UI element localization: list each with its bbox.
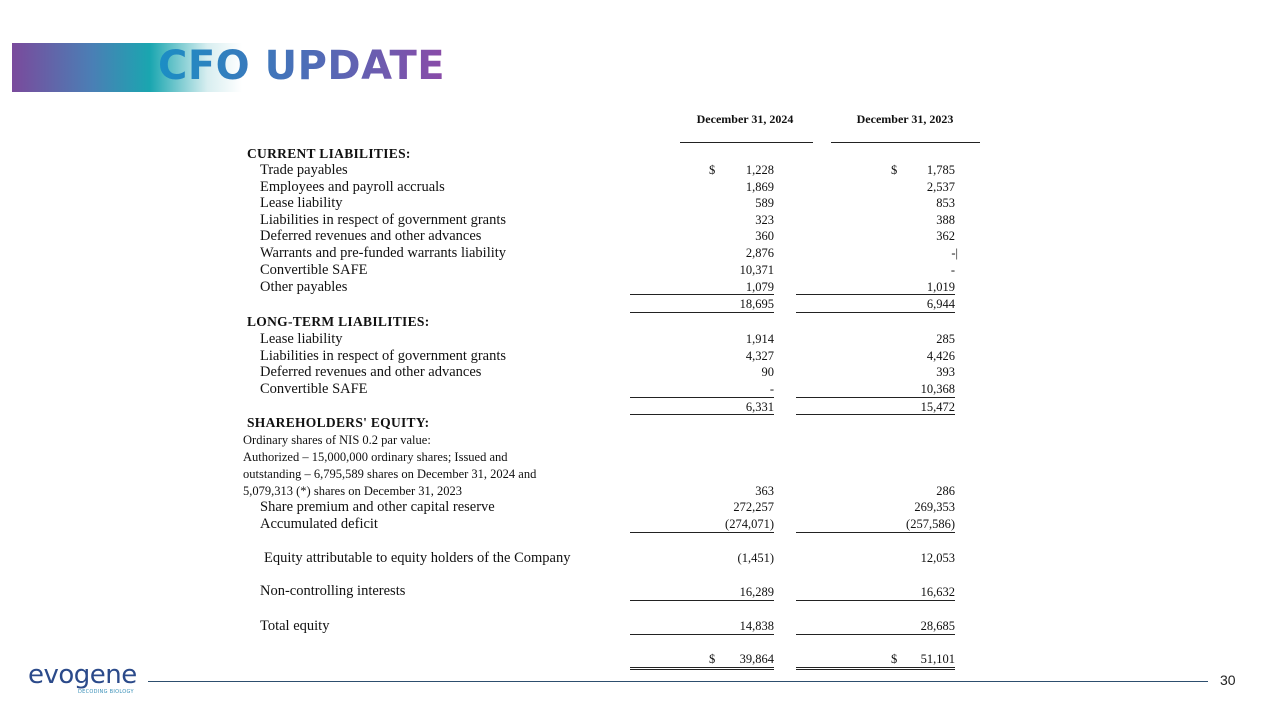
row-label: Liabilities in respect of government grants (260, 348, 507, 364)
row-label: Share premium and other capital reserve (260, 499, 495, 515)
ordinary-shares-text: 5,079,313 (*) shares on December 31, 2023 (243, 484, 463, 498)
row-label: Equity attributable to equity holders of the Company (264, 550, 571, 566)
subtotal-rule (630, 397, 774, 398)
subtotal-rule (630, 294, 774, 295)
value-2023: 388 (936, 213, 955, 227)
subtotal-rule (630, 532, 774, 533)
row-label: Trade payables (260, 162, 348, 178)
row-label: Employees and payroll accruals (260, 179, 445, 195)
subtotal-rule (796, 397, 955, 398)
column-header-rule-2023 (831, 142, 980, 143)
value-2023: 2,537 (926, 180, 955, 194)
value-2024: 1,914 (745, 332, 774, 346)
value-2023: 1,019 (926, 280, 955, 294)
currency-symbol: $ (709, 652, 716, 666)
page-title: CFO UPDATE (158, 40, 445, 92)
double-total-rule (796, 667, 955, 670)
value-2024: 1,869 (745, 180, 774, 194)
value-2023: 4,426 (926, 349, 955, 363)
value-2024: 16,289 (739, 585, 774, 599)
subtotal-rule (630, 600, 774, 601)
row-label: Other payables (260, 279, 348, 295)
section-current-liabilities: CURRENT LIABILITIES: (247, 146, 411, 161)
ordinary-shares-text: Ordinary shares of NIS 0.2 par value: (243, 433, 431, 447)
value-2023: 362 (936, 229, 955, 243)
column-header-2024: December 31, 2024 (696, 112, 794, 126)
value-2023: 10,368 (920, 382, 955, 396)
footer-divider (148, 681, 1208, 682)
value-2023: 28,685 (920, 619, 955, 633)
total-rule (796, 414, 955, 415)
column-header-2023: December 31, 2023 (856, 112, 954, 126)
value-2024: - (769, 382, 774, 396)
total-rule (796, 312, 955, 313)
row-label: Convertible SAFE (260, 381, 368, 397)
value-2024: (1,451) (737, 551, 774, 565)
value-2023: - (950, 263, 955, 277)
row-label: Deferred revenues and other advances (260, 228, 482, 244)
subtotal-rule (630, 634, 774, 635)
row-label: Total equity (260, 618, 330, 634)
evogene-tagline: DECODING BIOLOGY (78, 689, 134, 695)
total-rule (630, 312, 774, 313)
value-2024: 14,838 (739, 619, 774, 633)
value-2024: 10,371 (739, 263, 774, 277)
value-2024: 360 (755, 229, 774, 243)
row-label: Accumulated deficit (260, 516, 378, 532)
row-label: Convertible SAFE (260, 262, 368, 278)
total-lt-2024: 6,331 (745, 400, 774, 414)
grand-total-2024: 39,864 (739, 652, 774, 666)
currency-symbol: $ (891, 163, 898, 177)
value-2023: 16,632 (920, 585, 955, 599)
value-2024: 2,876 (745, 246, 774, 260)
value-2023: 12,053 (920, 551, 955, 565)
value-2023: 269,353 (914, 500, 955, 514)
value-2024: 323 (755, 213, 774, 227)
value-2023: (257,586) (906, 517, 955, 531)
row-label: Non-controlling interests (260, 583, 406, 599)
currency-symbol: $ (709, 163, 716, 177)
row-label: Lease liability (260, 331, 343, 347)
value-2024: 272,257 (733, 500, 774, 514)
value-2023: -| (951, 246, 958, 260)
section-long-term-liabilities: LONG-TERM LIABILITIES: (247, 314, 430, 329)
row-label: Liabilities in respect of government grants (260, 212, 507, 228)
page-number: 30 (1220, 672, 1236, 688)
value-2024: 90 (761, 365, 774, 379)
total-current-2023: 6,944 (926, 297, 955, 311)
value-2024: 1,228 (745, 163, 774, 177)
value-2023: 393 (936, 365, 955, 379)
row-label: Warrants and pre-funded warrants liability (260, 245, 507, 261)
value-2024: 4,327 (745, 349, 774, 363)
subtotal-rule (796, 634, 955, 635)
value-2024: 1,079 (745, 280, 774, 294)
total-rule (630, 414, 774, 415)
row-label: Deferred revenues and other advances (260, 364, 482, 380)
column-header-rule-2024 (680, 142, 813, 143)
double-total-rule (630, 667, 774, 670)
value-2024: (274,071) (725, 517, 774, 531)
row-label: Lease liability (260, 195, 343, 211)
total-current-2024: 18,695 (739, 297, 774, 311)
subtotal-rule (796, 600, 955, 601)
value-2023: 1,785 (926, 163, 955, 177)
subtotal-rule (796, 532, 955, 533)
evogene-logo: evogene (28, 660, 137, 690)
value-2024: 363 (755, 484, 774, 498)
ordinary-shares-text: outstanding – 6,795,589 shares on December 31, 2024 and (243, 467, 537, 481)
grand-total-2023: 51,101 (920, 652, 955, 666)
subtotal-rule (796, 294, 955, 295)
total-lt-2023: 15,472 (920, 400, 955, 414)
value-2023: 286 (936, 484, 955, 498)
ordinary-shares-text: Authorized – 15,000,000 ordinary shares; Issued and (243, 450, 508, 464)
currency-symbol: $ (891, 652, 898, 666)
value-2023: 853 (936, 196, 955, 210)
value-2023: 285 (936, 332, 955, 346)
value-2024: 589 (755, 196, 774, 210)
section-shareholders-equity: SHAREHOLDERS' EQUITY: (247, 415, 430, 430)
